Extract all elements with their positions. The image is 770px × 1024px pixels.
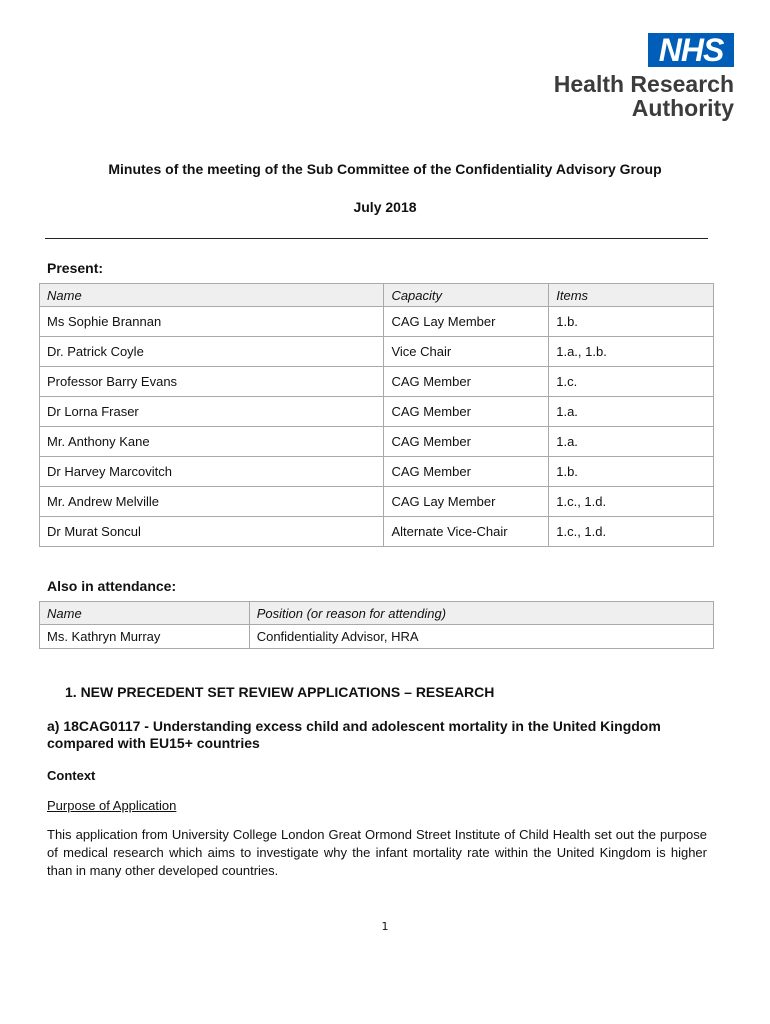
table-row [40, 337, 714, 367]
cell-items: 1.c., 1.d. [549, 517, 714, 547]
header-capacity: Capacity [384, 284, 549, 307]
present-table [39, 283, 714, 547]
table-row [40, 367, 714, 397]
table-header-row [40, 284, 714, 307]
cell-name: Dr Murat Soncul [40, 517, 384, 547]
table-row [40, 625, 714, 649]
cell-items: 1.c. [549, 367, 714, 397]
cell-items: 1.a., 1.b. [549, 337, 714, 367]
cell-items: 1.b. [549, 457, 714, 487]
cell-position: Confidentiality Advisor, HRA [249, 625, 713, 649]
table-row [40, 427, 714, 457]
attendance-table [39, 601, 714, 649]
cell-capacity: CAG Lay Member [384, 487, 549, 517]
nhs-logo-text: NHS [658, 32, 724, 68]
table-header-row [40, 602, 714, 625]
table-row [40, 307, 714, 337]
cell-capacity: CAG Member [384, 367, 549, 397]
table-row [40, 457, 714, 487]
cell-name: Mr. Anthony Kane [40, 427, 384, 457]
header-items: Items [549, 284, 714, 307]
page-number: 1 [381, 920, 389, 933]
cell-name: Dr Harvey Marcovitch [40, 457, 384, 487]
table-row [40, 487, 714, 517]
present-label: Present: [47, 260, 104, 276]
cell-capacity: CAG Member [384, 397, 549, 427]
application-heading: a) 18CAG0117 - Understanding excess child and adolescent mortality in the United Kingdom compared with EU15+ countries [47, 718, 661, 751]
context-label: Context [47, 768, 96, 783]
table-row [40, 397, 714, 427]
document-title: Minutes of the meeting of the Sub Committee of the Confidentiality Advisory Group [108, 161, 662, 177]
purpose-paragraph: This application from University College London Great Ormond Street Institute of Child Health set out the purpose of medical research which aims to investigate why the infant mortality rate within the United Kingdom is higher than in many other developed countries. [47, 827, 707, 878]
section-heading: 1. NEW PRECEDENT SET REVIEW APPLICATIONS – RESEARCH [65, 684, 495, 700]
cell-items: 1.a. [549, 397, 714, 427]
cell-name: Dr Lorna Fraser [40, 397, 384, 427]
cell-capacity: Alternate Vice-Chair [384, 517, 549, 547]
header-name: Name [40, 602, 250, 625]
attendance-label: Also in attendance: [47, 578, 177, 594]
cell-name: Mr. Andrew Melville [40, 487, 384, 517]
cell-capacity: Vice Chair [384, 337, 549, 367]
cell-name: Ms. Kathryn Murray [40, 625, 250, 649]
purpose-label: Purpose of Application [47, 798, 177, 813]
org-name-line2: Authority [631, 95, 734, 121]
cell-capacity: CAG Member [384, 427, 549, 457]
table-row [40, 517, 714, 547]
cell-items: 1.a. [549, 427, 714, 457]
cell-capacity: CAG Lay Member [384, 307, 549, 337]
header-position: Position (or reason for attending) [249, 602, 713, 625]
title-divider [45, 238, 708, 239]
cell-items: 1.b. [549, 307, 714, 337]
cell-name: Ms Sophie Brannan [40, 307, 384, 337]
cell-items: 1.c., 1.d. [549, 487, 714, 517]
header-name: Name [40, 284, 384, 307]
cell-name: Dr. Patrick Coyle [40, 337, 384, 367]
cell-name: Professor Barry Evans [40, 367, 384, 397]
nhs-logo [648, 33, 734, 67]
document-date: July 2018 [353, 199, 417, 215]
cell-capacity: CAG Member [384, 457, 549, 487]
org-name-line1: Health Research [553, 71, 734, 97]
